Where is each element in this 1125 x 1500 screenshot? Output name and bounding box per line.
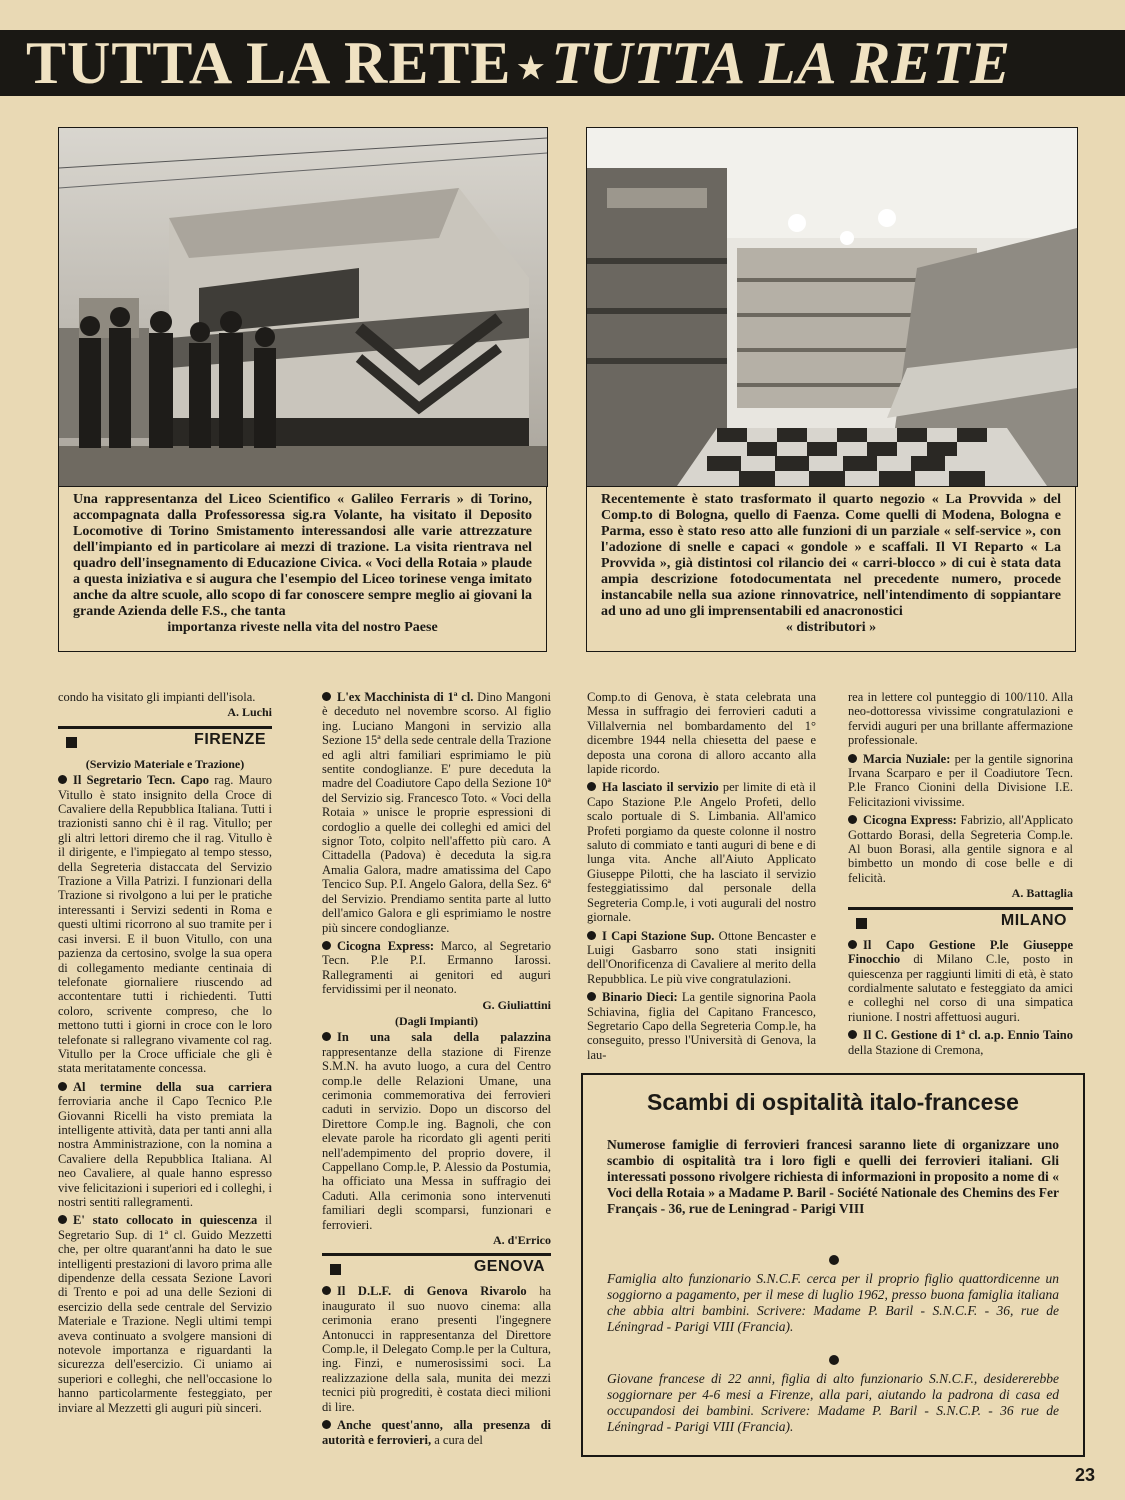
bullet-icon (829, 1355, 839, 1365)
article-paragraph: Il Capo Gestione P.le Giuseppe Finocchio di Milano C.le, posto in quiescenza per raggiunti limiti di età, è stato cordialmente salutato e festeggiato da amici e colleghi nel corso di una simpatica riunione. I nostri affettuosi auguri. (848, 937, 1073, 1024)
article-paragraph: L'ex Macchinista di 1ª cl. Dino Mangoni è deceduto nel novembre scorso. Al figlio ing. Luciano Mangoni in servizio alla Sezione 15ª della sede centrale della Trazione ed agli altri familiari esprimiamo le più sentite condoglianze. E' pure deceduta la madre del Coadiutore Capo della Sezione 10ª del Servizio sig. Francesco Toto. « Voci della Rotaia » unisce le proprie espressioni di cordoglio a quelle dei colleghi ed amici del signor Toto, colpito nell'affetto più caro. A Cittadella (Padova) è deceduta la sig.ra Amalia Galora, madre amatissima del Capo Tencico Sup. P.I. Angelo Galora, della Sez. 6ª del Servizio. Prendiamo sentita parte al lutto dell'amico Galora e gli esprimiamo le nostre più sincere condoglianze. (322, 690, 551, 935)
masthead-title: TUTTA LA RETE ★ TUTTA LA RETE (26, 30, 1012, 96)
article-paragraph: In una sala della palazzina rappresentanze della stazione di Firenze S.M.N. ha avuto luogo, a cura del Centro comp.le delle Relazioni Umane, una cerimonia commemorativa dei ferrovieri caduti in servizio. Dopo un discorso del Direttore Comp.le ing. Bagnoli, che con elevate parole ha ricordato gli agenti periti nell'adempimento del proprio dovere, il Cappellano Comp.le, P. Alessio da Postumia, ha officiato una Messa in suffragio dei Caduti. Alla cerimonia sono intervenuti familiari degli scomparsi, funzionari e ferrovieri. (322, 1030, 551, 1232)
bullet-icon (322, 941, 331, 950)
article-paragraph: E' stato collocato in quiescenza il Segretario Sup. di 1ª cl. Guido Mezzetti che, per oltre quarant'anni ha dato le sue intelligenti prestazioni di lavoro prima alle dipendenze della cessata Sezione Lavori di Trento e poi ad una delle Sezioni di esercizio della sede centrale del Servizio Materiale e Trazione. Negli ultimi tempi aveva continuato a svolgere mansioni di notevole importanza e riguardanti la sicurezza dell'esercizio. Ci uniamo ai superiori e colleghi, che nell'occasione lo hanno particolarmente festeggiato, per inviare al Mezzetti gli auguri più sinceri. (58, 1213, 273, 1415)
exchange-notice-box (581, 1073, 1085, 1457)
locomotive-illustration (59, 128, 547, 486)
shop-photo (586, 127, 1078, 487)
bullet-icon (829, 1255, 839, 1265)
shop-interior-illustration (587, 128, 1077, 486)
bullet-icon (322, 692, 331, 701)
signature: A. Luchi (227, 705, 272, 720)
bullet-icon (58, 1215, 67, 1224)
article-paragraph: I Capi Stazione Sup. Ottone Bencaster e Luigi Gasbarro sono stati insigniti dell'Onorificenza di Cavaliere al merito della Repubblica. Le più vive congratulazioni. (587, 928, 816, 986)
bullet-icon (58, 775, 67, 784)
bullet-icon (587, 782, 596, 791)
column-2 (322, 690, 551, 1447)
article-paragraph: rea in lettere col punteggio di 100/110. Alla neo-dottoressa vivissime congratulazioni e fervidi auguri per una brillante affermazione professionale. (848, 690, 1073, 748)
square-bullet-icon (66, 737, 77, 748)
bullet-icon (848, 940, 857, 949)
column-3 (587, 690, 816, 1062)
bullet-icon (322, 1420, 331, 1429)
article-paragraph: Marcia Nuziale: per la gentile signorina Irvana Scarparo e per il Coadiutore Tecn. P.le Franco Cionini della Divisione I.E. Felicitazioni vivissime. (848, 751, 1073, 809)
section-header-genova: GENOVA (322, 1253, 551, 1282)
locomotive-photo (58, 127, 548, 487)
article-paragraph: Il D.L.F. di Genova Rivarolo ha inaugurato il suo nuovo cinema: alla cerimonia erano presenti l'ingegnere Antonucci in rappresentanza del Direttore Comp.le, il Delegato Comp.le per la Cultura, ing. Finzi, e numerosissimi soci. La realizzazione della sala, munita dei mezzi tecnici più progrediti, è costata dieci milioni di lire. (322, 1284, 551, 1414)
masthead (0, 30, 1125, 96)
column-4 (848, 690, 1073, 1057)
bullet-icon (848, 1030, 857, 1039)
signature: A. d'Errico (493, 1233, 551, 1248)
shop-caption: Recentemente è stato trasformato il quarto negozio « La Provvida » del Comp.to di Bologna, quello di Faenza. Come quelli di Modena, Bologna e Parma, esso è stato reso atto alle funzioni di un parziale « self-service », con l'adozione di snelle e capaci « gondole » e scaffali. Il VI Reparto « La Provvida », già distintosi col rilancio dei « carri-blocco » di cui è stata data ampia descrizione fotodocumentata nel precedente numero, procede instancabile nella sua azione rinnovatrice, nell'intendimento di soppiantare ad uno ad uno gli imprensentabili ed anacronostici « distributori » (586, 486, 1076, 652)
bullet-icon (322, 1032, 331, 1041)
square-bullet-icon (330, 1264, 341, 1275)
page-number: 23 (1074, 1465, 1095, 1485)
subsection-title: (Dagli Impianti) (394, 1013, 478, 1028)
bullet-icon (587, 931, 596, 940)
article-paragraph: Comp.to di Genova, è stata celebrata una Messa in suffragio dei ferrovieri caduti a Villalvernia nel bombardamento del 1° dicembre 1944 nella chiesetta del paese e deposta una corona di alloro accanto alla lapide ricordo. (587, 690, 816, 777)
signature: A. Battaglia (1011, 886, 1073, 901)
notice-title: Scambi di ospitalità italo-francese (647, 1089, 1019, 1115)
column-1 (58, 690, 272, 1415)
bullet-icon (848, 815, 857, 824)
signature: G. Giuliattini (482, 997, 551, 1012)
subsection-title: (Servizio Materiale e Trazione) (85, 756, 245, 771)
bullet-icon (848, 754, 857, 763)
notice-intro: Numerose famiglie di ferrovieri francesi saranno liete di organizzare uno scambio di ospitalità tra i loro figli e quelli dei ferrovieri italiani. Gli interessati possono rivolgere richiesta di informazioni in proposito a nome di « Voci della Rotaia » a Madame P. Baril - Société Nationale des Chemins des Fer Français - 36, rue de Leningrad - Parigi VIII (607, 1137, 1059, 1216)
section-header-milano: MILANO (848, 907, 1073, 936)
article-paragraph: Cicogna Express: Fabrizio, all'Applicato Gottardo Borasi, della Segreteria Comp.le. Al buon Borasi, alla gentile signora e al bimbetto un mondo di cose belle e di felicità. (848, 813, 1073, 885)
intro-text: condo ha visitato gli impianti dell'isola. (58, 690, 256, 704)
article-paragraph: Al termine della sua carriera ferroviaria anche il Capo Tecnico P.le Giovanni Ricelli ha visto premiata la intelligente attività, data per tanti anni alla nostra Amministrazione, con la nomina a Cavaliere della Repubblica Italiana. Al neo Cavaliere, al quale hanno espresso vive felicitazioni i superiori ed i colleghi, i nostri sentiti rallegramenti. (58, 1079, 272, 1209)
article-paragraph: Binario Dieci: La gentile signorina Paola Schiavina, figlia del Capitano Francesco, Segretario Capo della Segreteria Comp.le, ha conseguito, presso l'Università di Genova, la lau- (587, 990, 816, 1062)
locomotive-caption: Una rappresentanza del Liceo Scientifico « Galileo Ferraris » di Torino, accompagnata dalla Professoressa sig.ra Volante, ha visitato il Deposito Locomotive di Torino Smistamento interessandosi alle varie attrezzature dell'impianto ed in particolare ai mezzi di trazione. La visita rientrava nel quadro dell'insegnamento di Educazione Civica. « Voci della Rotaia » plaude a questa iniziativa e si augura che l'esempio del Liceo torinese venga imitato anche da altre scuole, allo scopo di far conoscere sempre meglio ai giovani la grande Azienda delle F.S., che tanta importanza riveste nella vita del nostro Paese (58, 486, 547, 652)
bullet-icon (587, 992, 596, 1001)
article-paragraph: Il C. Gestione di 1ª cl. a.p. Ennio Taino della Stazione di Cremona, (848, 1028, 1073, 1057)
article-paragraph: Il Segretario Tecn. Capo rag. Mauro Vitullo è stato insignito della Croce di Cavaliere della Repubblica Italiana. Tutti i trazionisti sanno chi è il rag. Vitullo; per gli altri lettori diremo che il rag. Vitullo è il dirigente, e l'impiegato al tempo stesso, della Segreteria distaccata del Servizio Trazione a Villa Patrizi. I funzionari della Trazione si rivolgono a lui per le pratiche interessanti i Servizi sedenti in Roma e questi ultimi ricorrono al suo tramite per i casi inversi. E il buon Vitullo, con una pazienza da certosino, svolge la sua opera di collegamento mediante centinaia di telefonate giornaliere riuscendo ad accontentare tutti i richiedenti. Tutti coloro, scrivente compreso, che lo mettono tutti i giorni in croce con le loro telefonate si rallegrano vivamente col rag. Vitullo per la Croce ufficiale che gli è stata meritatamente concessa. (58, 773, 272, 1076)
bullet-icon (58, 1082, 67, 1091)
square-bullet-icon (856, 918, 867, 929)
classified-ad: Giovane francese di 22 anni, figlia di alto funzionario S.N.C.F., desidererebbe soggiornare per 4-6 mesi a Firenze, alla pari, aiutando la padrona di casa ed occupandosi dei bambini. Scrivere: Madame P. Baril - S.N.C.P. - 36 rue de Léningrad - Parigi VIII (Francia). (607, 1371, 1059, 1434)
article-paragraph: Anche quest'anno, alla presenza di autorità e ferrovieri, a cura del (322, 1418, 551, 1447)
article-paragraph: Ha lasciato il servizio per limite di età il Capo Stazione P.le Angelo Profeti, dello scalo portuale di S. Limbania. All'amico Profeti porgiamo da queste colonne il nostro saluto di commiato e tanti auguri di bene e di lunga vita. Anche all'Aiuto Applicato Giuseppe Pilotti, che ha lasciato il servizio festeggiatissimo dal personale della Segreteria Comp.le, i voti augurali del nostro giornale. (587, 780, 816, 925)
article-paragraph: Cicogna Express: Marco, al Segretario Tecn. P.le P.I. Ermanno Iarossi. Rallegramenti ai genitori ed auguri fervidissimi per il neonato. (322, 938, 551, 997)
classified-ad: Famiglia alto funzionario S.N.C.F. cerca per il proprio figlio quattordicenne un soggiorno a pagamento, per il mese di luglio 1962, presso buona famiglia italiana che abbia altri bambini. Scrivere: Madame P. Baril - S.N.C.F. - 36, rue de Léningrad - Parigi VIII (Francia). (607, 1271, 1059, 1334)
section-header-firenze: FIRENZE (58, 726, 272, 755)
bullet-icon (322, 1286, 331, 1295)
